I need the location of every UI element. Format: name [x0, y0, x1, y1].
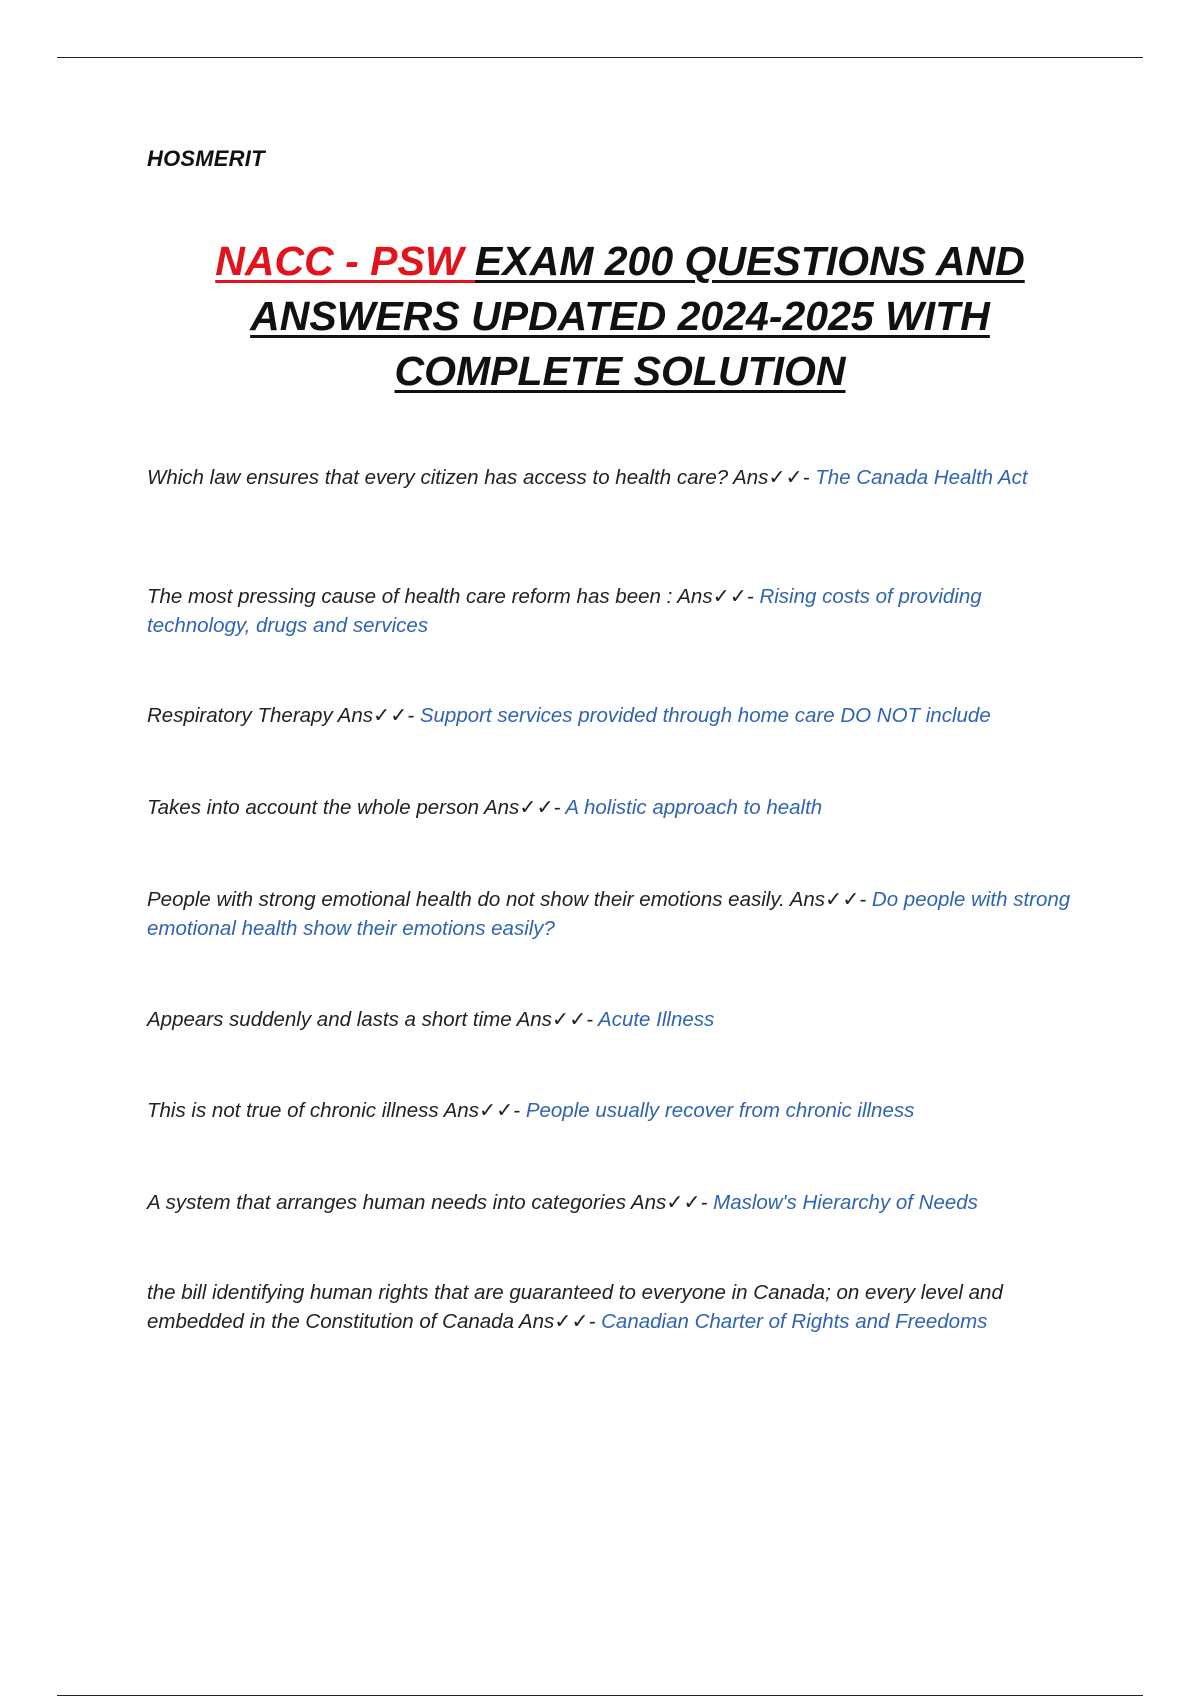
answer-text: Support services provided through home care DO NOT include — [419, 704, 991, 727]
answer-text: People usually recover from chronic illness — [525, 1099, 915, 1122]
answer-text: Do people with strong emotional health show their emotions easily? — [147, 888, 1071, 940]
question-text: People with strong emotional health do not show their emotions easily. — [147, 888, 785, 911]
answer-text: Maslow's Hierarchy of Needs — [713, 1191, 978, 1214]
qa-item — [147, 582, 1087, 640]
qa-item — [147, 1096, 1087, 1125]
document-title — [140, 234, 1100, 399]
brand-name: HOSMERIT — [147, 146, 265, 171]
answer-separator: Ans✓✓- — [332, 704, 420, 727]
answer-separator: Ans✓✓- — [513, 1310, 602, 1333]
question-text: the bill identifying human rights that are guaranteed to everyone in Canada; on every level and embedded in the Constitution of Canada — [147, 1281, 1003, 1333]
answer-separator: Ans✓✓- — [438, 1099, 526, 1122]
qa-item — [147, 1188, 1087, 1217]
answer-separator: Ans✓✓- — [511, 1008, 599, 1031]
top-rule — [57, 57, 1143, 58]
qa-item — [147, 1005, 1087, 1034]
answer-separator: Ans✓✓- — [728, 466, 816, 489]
answer-separator: Ans✓✓- — [672, 585, 760, 608]
answer-text: A holistic approach to health — [565, 796, 823, 819]
question-text: Appears suddenly and lasts a short time — [147, 1008, 512, 1031]
answer-text: Canadian Charter of Rights and Freedoms — [601, 1310, 988, 1333]
qa-item — [147, 1278, 1087, 1336]
answer-separator: Ans✓✓- — [625, 1191, 714, 1214]
answer-separator: Ans✓✓- — [479, 796, 566, 819]
answer-text: Rising costs of providing technology, drugs and services — [147, 585, 982, 637]
question-text: Takes into account the whole person — [147, 796, 480, 819]
question-text: A system that arranges human needs into categories — [147, 1191, 626, 1214]
qa-item — [147, 793, 1087, 822]
answer-separator: Ans✓✓- — [784, 888, 872, 911]
bottom-rule — [57, 1695, 1143, 1696]
title-main: EXAM 200 QUESTIONS AND ANSWERS UPDATED 2024-2025 WITH COMPLETE SOLUTION — [250, 238, 1025, 394]
question-text: This is not true of chronic illness — [147, 1099, 439, 1122]
qa-item — [147, 885, 1087, 943]
question-text: Respiratory Therapy — [147, 704, 333, 727]
qa-item — [147, 701, 1087, 730]
question-text: Which law ensures that every citizen has access to health care? — [147, 466, 729, 489]
question-text: The most pressing cause of health care reform has been : — [147, 585, 673, 608]
answer-text: The Canada Health Act — [815, 466, 1028, 489]
answer-text: Acute Illness — [598, 1008, 715, 1031]
title-accent: NACC - PSW — [215, 238, 475, 284]
qa-item — [147, 463, 1087, 492]
